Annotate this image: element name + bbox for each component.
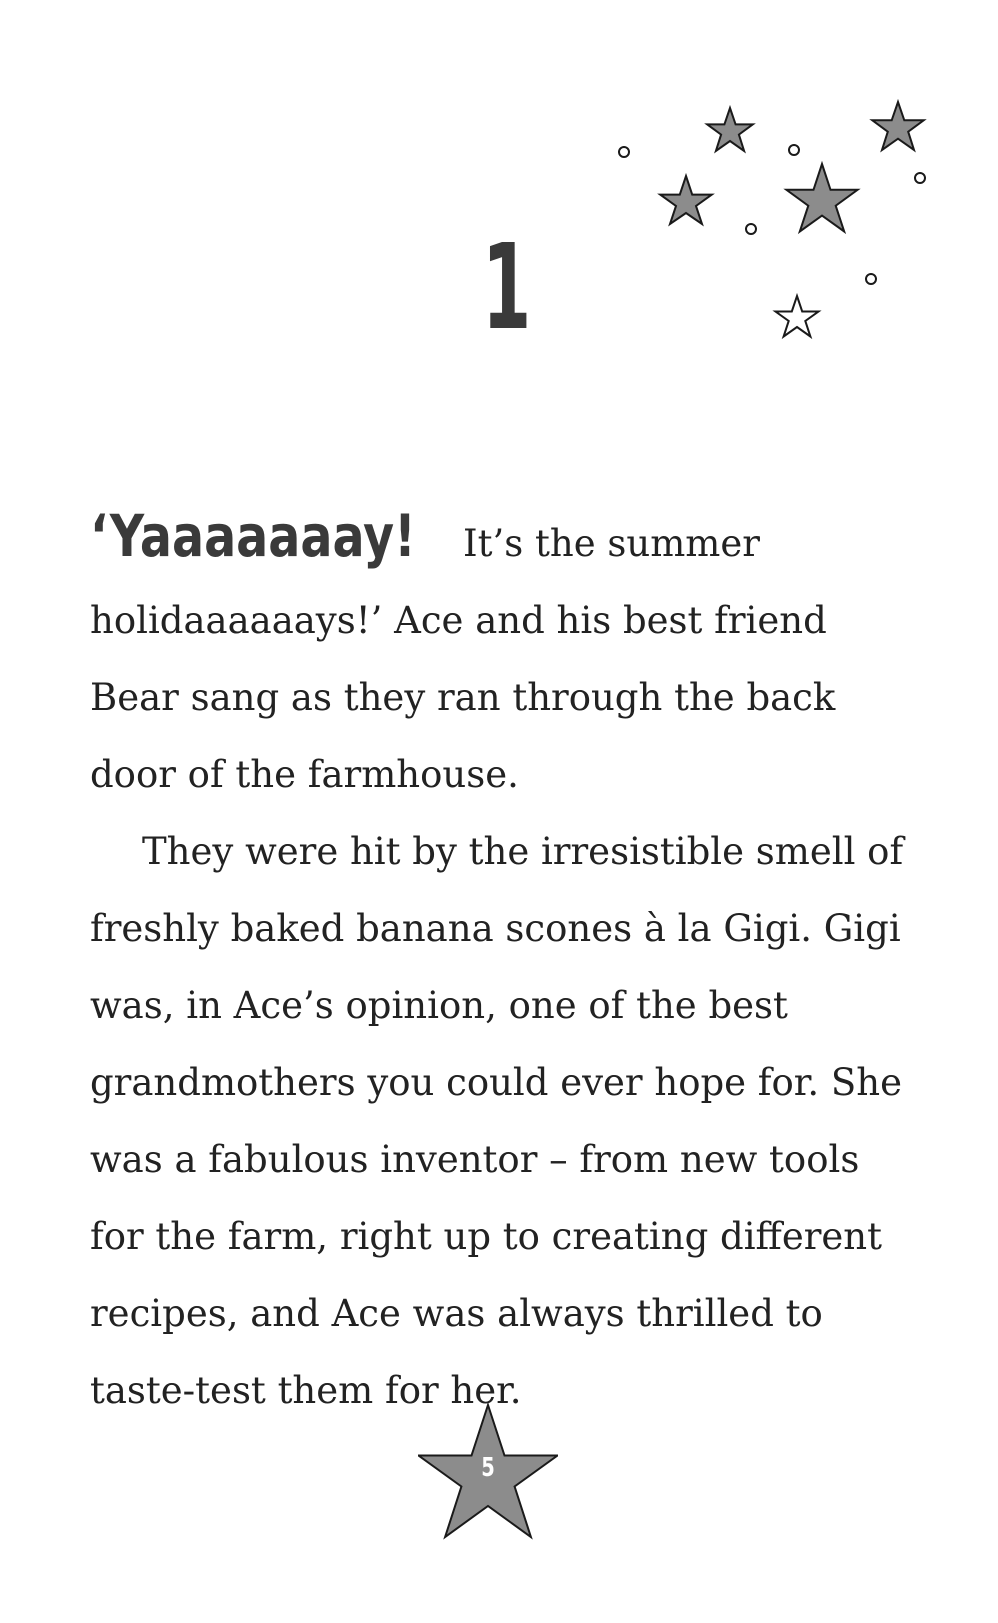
dot-icon — [746, 224, 756, 234]
paragraph-1-text: holidaaaaaays!’ Ace and his best friend Bear sang as they ran through the back door of the farmhouse. — [90, 599, 836, 796]
dot-icon — [915, 173, 925, 183]
star-icon — [660, 176, 712, 224]
paragraph-2: They were hit by the irresistible smell of freshly baked banana scones à la Gigi. Gigi was, in Ace’s opinion, one of the best grandmothers you could ever hope for. She was a fabulous inventor – from new tools for the farm, right up to creating different recipes, and Ace was always thrilled to taste-test them for her. — [90, 830, 904, 1412]
page-number: 5 — [481, 1453, 495, 1483]
paragraph-1 — [90, 498, 910, 813]
dot-icon — [619, 147, 629, 157]
dot-icon — [789, 145, 799, 155]
chapter-body — [90, 498, 910, 1429]
page-number-badge — [418, 1403, 558, 1543]
chapter-number: 1 — [482, 218, 532, 356]
star-icon — [786, 164, 857, 232]
star-icon — [872, 102, 923, 150]
star-cluster-icon — [600, 90, 980, 370]
star-icon — [707, 108, 753, 151]
opening-exclamation: ‘Yaaaaaaay! — [90, 502, 416, 570]
first-line-text: It’s the summer — [451, 522, 760, 565]
star-icon — [776, 296, 819, 337]
dot-icon — [866, 274, 876, 284]
